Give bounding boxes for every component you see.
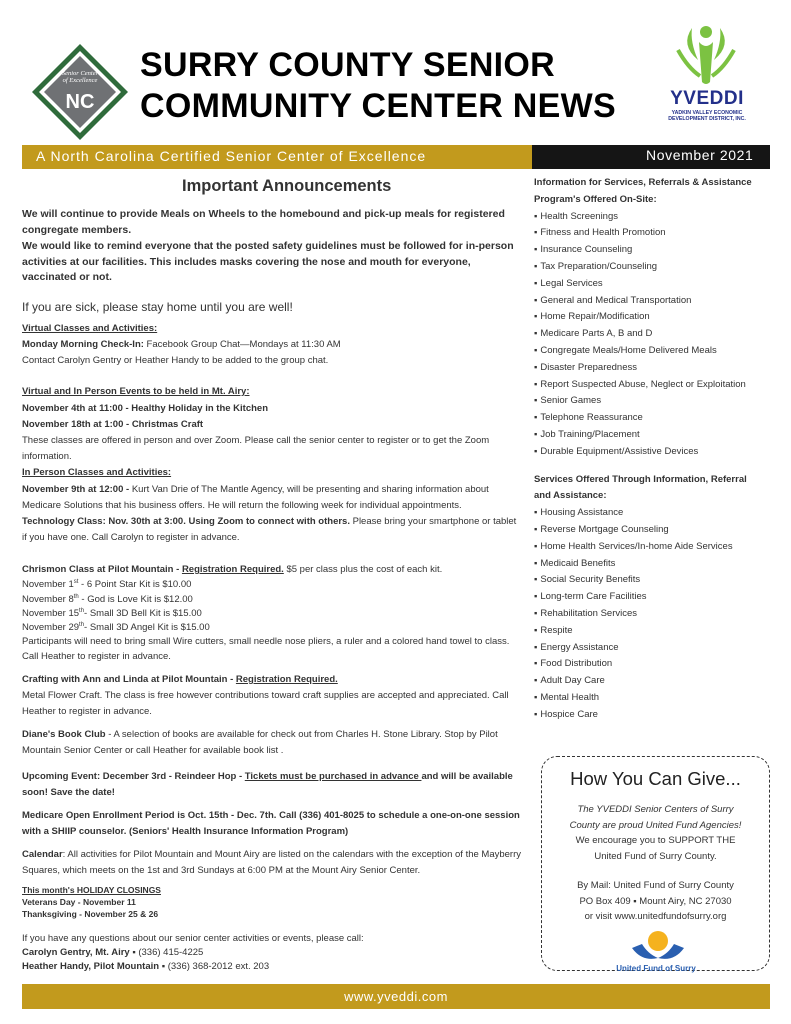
issue-date: November 2021 [646,147,754,163]
sick-notice: If you are sick, please stay home until you are well! [22,300,293,314]
contact-heather: Heather Handy, Pilot Mountain ▪ (336) 368-2012 ext. 203 [22,961,270,972]
kit-item: November 8th - God is Love Kit is $12.00 [22,594,193,605]
service-item: ▪ Hospice Care [534,707,766,724]
service-item: ▪ Health Screenings [534,209,766,226]
announcements-title: Important Announcements [182,177,392,195]
medicare-enrollment: Medicare Open Enrollment Period is Oct. 15th - Dec. 7th. Call (336) 401-8025 to schedule a one-on-one session with a SHIIP counselor. (Seniors' Health Insurance Information Program) [22,810,520,837]
website-link[interactable]: www.yveddi.com [344,989,448,1004]
events-note: These classes are offered in person and over Zoom. Please call the senior center to register or to get the Zoom information. [22,435,490,462]
calendar-note: Calendar: All activities for Pilot Mountain and Mount Airy are listed on the calendars with the exception of the Mayberry Squares, which meets on the 1st and 3rd Sundays at 6:00 PM at the Mount Airy Senior Center. [22,849,522,876]
service-item: ▪ General and Medical Transportation [534,293,766,310]
service-item: ▪ Tax Preparation/Counseling [534,259,766,276]
referral-heading: Services Offered Through Information, Referral and Assistance: [534,473,747,502]
event-item: November 18th at 1:00 - Christmas Craft [22,419,204,430]
service-item: ▪ Reverse Mortgage Counseling [534,522,766,539]
service-item: ▪ Medicare Parts A, B and D [534,326,766,343]
services-column [534,175,766,724]
service-item: ▪ Medicaid Benefits [534,556,766,573]
svg-text:Senior Center: Senior Center [61,70,99,77]
service-item: ▪ Disaster Preparedness [534,360,766,377]
events-heading: Virtual and In Person Events to be held in Mt. Airy: [22,386,250,397]
closings-heading: This month's HOLIDAY CLOSINGS [22,885,161,895]
svg-text:NC: NC [65,91,95,113]
service-item: ▪ Home Repair/Modification [534,309,766,326]
kit-item: November 15th- Small 3D Bell Kit is $15.00 [22,608,202,619]
yveddi-subtitle: YADKIN VALLEY ECONOMIC DEVELOPMENT DISTRICT, INC. [668,110,746,122]
give-text: The YVEDDI Senior Centers of Surry County are proud United Fund Agencies! We encourage you to SUPPORT THE United Fund of Surry County. By Mail: United Fund of Surry County PO Box 409 ▪ Mount Airy, NC 27030 or visit www.unitedfundofsurry.org [569,804,742,922]
kit-item: November 1st - 6 Point Star Kit is $10.00 [22,579,192,590]
info-heading: Information for Services, Referrals & Assistance [534,177,752,188]
checkin-line: Monday Morning Check-In: Facebook Group Chat—Mondays at 11:30 AM [22,339,341,350]
service-item: ▪ Mental Health [534,690,766,707]
service-item: ▪ Durable Equipment/Assistive Devices [534,444,766,461]
united-fund-logo [628,928,688,964]
service-item: ▪ Fitness and Health Promotion [534,225,766,242]
service-item: ▪ Telephone Reassurance [534,410,766,427]
event-item: November 4th at 11:00 - Healthy Holiday in the Kitchen [22,403,269,414]
closing-item: Veterans Day - November 11 [22,897,136,907]
service-item: ▪ Congregate Meals/Home Delivered Meals [534,343,766,360]
service-item: ▪ Housing Assistance [534,505,766,522]
safety-notice: We would like to remind everyone that the posted safety guidelines must be followed for in-person activities at our facilities. This includes masks covering the nose and mouth for everyone, vaccinated or not. [22,240,514,283]
kit-item: November 29th- Small 3D Angel Kit is $15.00 [22,622,210,633]
contact-carolyn: Carolyn Gentry, Mt. Airy ▪ (336) 415-4225 [22,947,204,958]
service-item: ▪ Rehabilitation Services [534,606,766,623]
technology-class: Technology Class: Nov. 30th at 3:00. Using Zoom to connect with others. Please bring your smartphone or tablet if you have one. Call Carolyn to register in advance. [22,516,517,543]
crafting-heading: Crafting with Ann and Linda at Pilot Mountain - Registration Required. [22,674,338,685]
medicare-presentation: November 9th at 12:00 - Kurt Van Drie of The Mantle Agency, will be presenting and sharing information about Medicare Solutions that his business offers. He will return the following week for individual appointments. [22,484,489,511]
referral-list [534,505,766,723]
chrismon-heading: Chrismon Class at Pilot Mountain - Registration Required. $5 per class plus the cost of each kit. [22,564,443,575]
chrismon-note: Participants will need to bring small Wire cutters, small needle nose pliers, a ruler and a colored hand towel to class. Call Heather to register in advance. [22,636,510,662]
united-fund-label: United Fund of Surry [616,964,696,973]
onsite-list [534,209,766,461]
newsletter-title: SURRY COUNTY SENIOR COMMUNITY CENTER NEWS [140,46,617,125]
checkin-contact: Contact Carolyn Gentry or Heather Handy to be added to the group chat. [22,355,329,366]
yveddi-logo [640,20,770,140]
service-item: ▪ Adult Day Care [534,673,766,690]
upcoming-event: Upcoming Event: December 3rd - Reindeer Hop - Tickets must be purchased in advance and will be available soon! Save the date! [22,771,513,798]
senior-center-excellence-logo [30,42,130,142]
crafting-text: Metal Flower Craft. The class is free however contributions toward craft supplies are accepted and appreciated. Call Heather to register in advance. [22,690,509,717]
service-item: ▪ Energy Assistance [534,640,766,657]
service-item: ▪ Food Distribution [534,656,766,673]
service-item: ▪ Legal Services [534,276,766,293]
service-item: ▪ Respite [534,623,766,640]
service-item: ▪ Home Health Services/In-home Aide Services [534,539,766,556]
onsite-heading: Program's Offered On-Site: [534,193,657,205]
closing-item: Thanksgiving - November 25 & 26 [22,909,159,919]
svg-text:of Excellence: of Excellence [62,77,98,84]
virtual-heading: Virtual Classes and Activities: [22,323,158,334]
book-club: Diane's Book Club - A selection of books are available for check out from Charles H. Stone Library. Stop by Pilot Mountain Senior Center or call Heather for available book list . [22,729,498,756]
yveddi-name: YVEDDI [670,88,744,109]
service-item: ▪ Social Security Benefits [534,572,766,589]
questions-note: If you have any questions about our senior center activities or events, please call: [22,933,364,944]
service-item: ▪ Job Training/Placement [534,427,766,444]
meals-notice: We will continue to provide Meals on Wheels to the homebound and pick-up meals for registered congregate members. [22,208,505,236]
tagline: A North Carolina Certified Senior Center of Excellence [36,148,427,164]
service-item: ▪ Report Suspected Abuse, Neglect or Exploitation [534,377,766,394]
service-item: ▪ Senior Games [534,393,766,410]
service-item: ▪ Long-term Care Facilities [534,589,766,606]
give-title: How You Can Give... [570,768,741,789]
inperson-heading: In Person Classes and Activities: [22,467,172,478]
service-item: ▪ Insurance Counseling [534,242,766,259]
